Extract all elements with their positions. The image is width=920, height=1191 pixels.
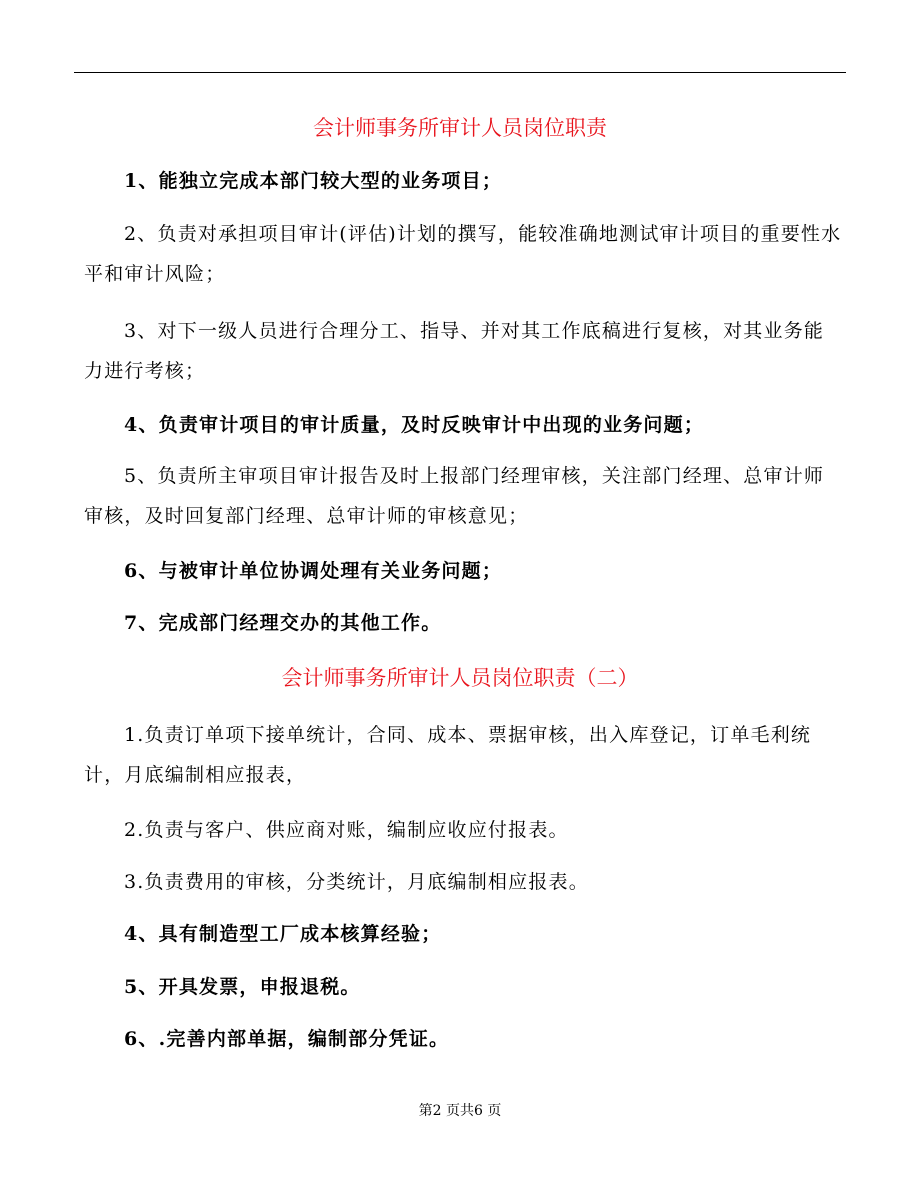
section-1-item-6: 6、与被审计单位协调处理有关业务问题； bbox=[124, 560, 503, 582]
section-1-item-7: 7、完成部门经理交办的其他工作。 bbox=[124, 612, 442, 634]
section-2-item-4: 4、具有制造型工厂成本核算经验； bbox=[124, 923, 442, 945]
section-1-title: 会计师事务所审计人员岗位职责 bbox=[313, 116, 607, 140]
section-2-item-5: 5、开具发票，申报退税。 bbox=[124, 976, 361, 998]
section-2-item-1: 1.负责订单项下接单统计，合同、成本、票据审核，出入库登记，订单毛利统计，月底编制相应报表， bbox=[84, 724, 812, 786]
section-2-item-6: 6、.完善内部单据，编制部分凭证。 bbox=[124, 1028, 450, 1050]
section-1-item-2: 2、负责对承担项目审计(评估)计划的撰写，能较准确地测试审计项目的重要性水平和审计风险； bbox=[84, 223, 842, 285]
section-1-item-1: 1、能独立完成本部门较大型的业务项目； bbox=[124, 170, 503, 192]
section-2-item-2: 2.负责与客户、供应商对账，编制应收应付报表。 bbox=[124, 819, 569, 841]
page-number: 第2 页共6 页 bbox=[418, 1103, 502, 1119]
header-rule bbox=[74, 72, 846, 73]
section-2-item-3: 3.负责费用的审核，分类统计，月底编制相应报表。 bbox=[124, 871, 589, 893]
section-1-item-4: 4、负责审计项目的审计质量，及时反映审计中出现的业务问题； bbox=[124, 414, 705, 436]
section-1-item-5: 5、负责所主审项目审计报告及时上报部门经理审核，关注部门经理、总审计师审核，及时回复部门经理、总审计师的审核意见； bbox=[84, 465, 825, 527]
section-2-title: 会计师事务所审计人员岗位职责（二） bbox=[281, 666, 639, 690]
section-1-item-3: 3、对下一级人员进行合理分工、指导、并对其工作底稿进行复核，对其业务能力进行考核； bbox=[84, 320, 825, 382]
